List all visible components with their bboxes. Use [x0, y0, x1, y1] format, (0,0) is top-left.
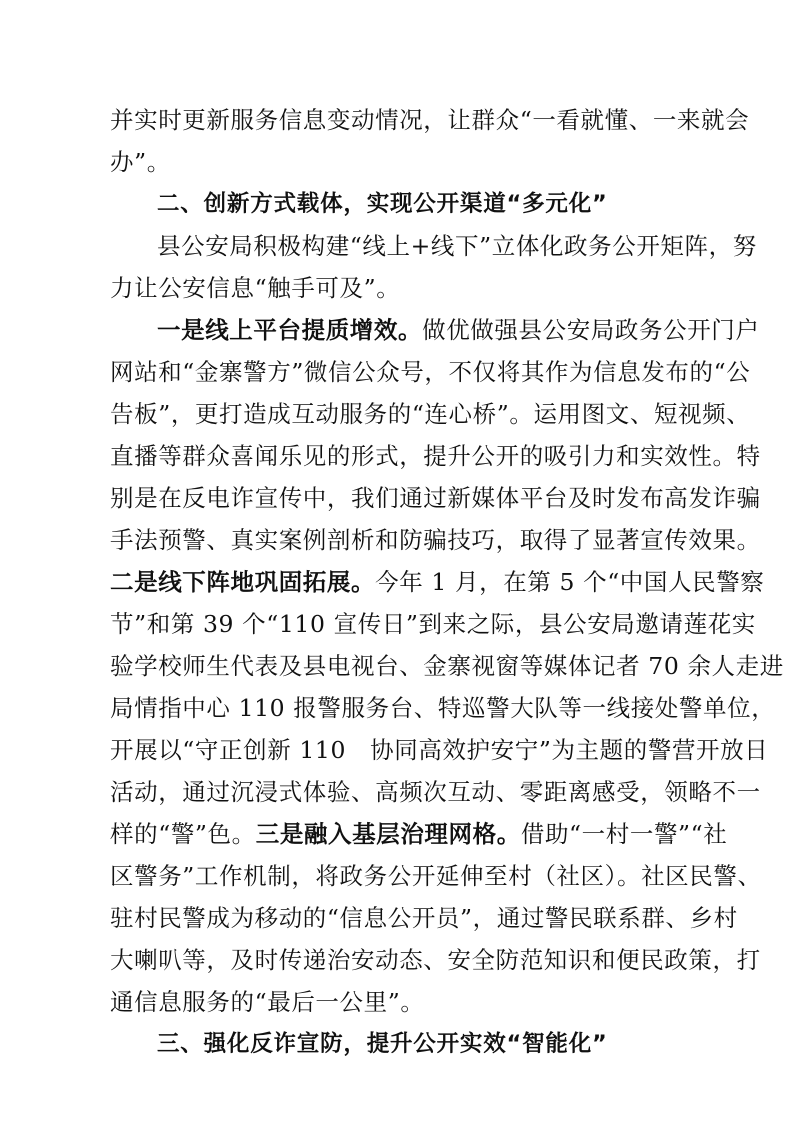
paragraph-line: 大喇叭等，及时传递治安动态、安全防范知识和便民政策，打 — [110, 946, 761, 974]
paragraph-line: 局情指中心 110 报警服务台、特巡警大队等一线接处警单位， — [110, 694, 776, 722]
paragraph-line: 告板”，更打造成互动服务的“连心桥”。运用图文、短视频、 — [110, 400, 751, 428]
paragraph-line: 别是在反电诈宣传中，我们通过新媒体平台及时发布高发诈骗 — [110, 484, 761, 512]
section-heading: 三、强化反诈宣防，提升公开实效“智能化” — [157, 1031, 608, 1057]
paragraph-line: 并实时更新服务信息变动情况，让群众“一看就懂、一来就会 — [110, 106, 750, 134]
bold-lead: 三是融入基层治理网格。 — [255, 820, 521, 848]
paragraph-line: 开展以“守正创新 110 协同高效护安宁”为主题的警营开放日 — [110, 736, 769, 764]
paragraph-line: 通信息服务的“最后一公里”。 — [110, 988, 425, 1016]
paragraph-line — [110, 817, 727, 851]
paragraph-text: 借助“一村一警”“社 — [520, 820, 728, 848]
paragraph-line: 网站和“金寨警方”微信公众号，不仅将其作为信息发布的“公 — [110, 358, 751, 386]
paragraph-line: 区警务”工作机制，将政务公开延伸至村（社区）。社区民警、 — [110, 862, 762, 890]
paragraph-text: 做优做强县公安局政务公开门户 — [422, 316, 760, 344]
bold-lead: 一是线上平台提质增效。 — [157, 316, 423, 344]
paragraph-line: 驻村民警成为移动的“信息公开员”，通过警民联系群、乡村 — [110, 904, 738, 932]
paragraph-line — [110, 565, 764, 599]
paragraph-line: 验学校师生代表及县电视台、金寨视窗等媒体记者 70 余人走进 — [110, 652, 784, 680]
paragraph-line: 手法预警、真实案例剖析和防骗技巧，取得了显著宣传效果。 — [110, 526, 761, 554]
paragraph-line: 办”。 — [110, 148, 171, 176]
section-heading: 二、创新方式载体，实现公开渠道“多元化” — [157, 191, 608, 217]
paragraph-line: 节”和第 39 个“110 宣传日”到来之际，县公安局邀请莲花实 — [110, 610, 756, 638]
paragraph-line — [157, 313, 760, 347]
paragraph-line: 力让公安信息“触手可及”。 — [110, 274, 401, 302]
paragraph-line: 活动，通过沉浸式体验、高频次互动、零距离感受，领略不一 — [110, 778, 761, 806]
paragraph-text: 样的“警”色。 — [110, 820, 256, 848]
paragraph-line: 县公安局积极构建“线上+线下”立体化政务公开矩阵，努 — [157, 232, 757, 260]
paragraph-line: 直播等群众喜闻乐见的形式，提升公开的吸引力和实效性。特 — [110, 442, 761, 470]
bold-lead: 二是线下阵地巩固拓展。 — [110, 568, 376, 596]
paragraph-text: 今年 1 月，在第 5 个“中国人民警察 — [375, 568, 765, 596]
